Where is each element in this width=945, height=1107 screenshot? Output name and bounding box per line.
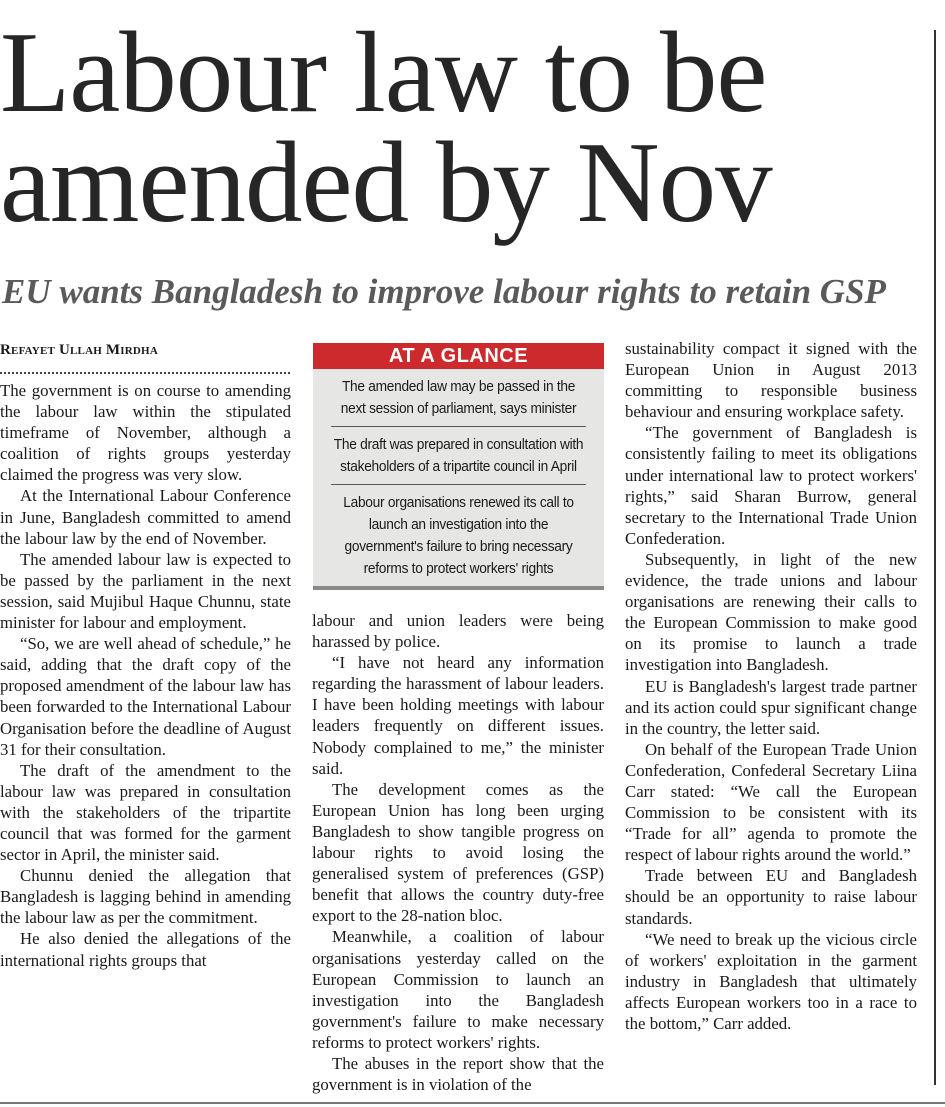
- glance-item: Labour organisations renewed its call to launch an investigation into the government's failure to bring necessary reforms to protect workers' rights: [331, 484, 586, 586]
- article-column-3: [625, 338, 917, 1034]
- subheadline: EU wants Bangladesh to improve labour rights to retain GSP: [2, 272, 886, 311]
- paragraph: Subsequently, in light of the new evidence, the trade unions and labour organisations are renewing their calls to the European Commission to make good on its promise to launch a trade investigation into Bangladesh.: [625, 549, 917, 675]
- paragraph: “We need to break up the vicious circle of workers' exploitation in the garment industry in Bangladesh that ultimately affects European workers too in a race to the bottom,” Carr added.: [625, 929, 917, 1033]
- byline-divider: [0, 372, 290, 374]
- paragraph: The government is on course to amending the labour law within the stipulated timeframe of November, although a coalition of rights groups yesterday claimed the progress was very slow.: [0, 381, 291, 485]
- paragraph: He also denied the allegations of the international rights groups that: [0, 929, 291, 970]
- article-column-1: [0, 380, 291, 971]
- paragraph: The abuses in the report show that the government is in violation of the: [312, 1053, 604, 1095]
- glance-item: The amended law may be passed in the next session of parliament, says minister: [340, 379, 577, 417]
- paragraph: The development comes as the European Union has long been urging Bangladesh to show tangible progress on labour rights to avoid losing the generalised system of preferences (GSP) benefit that allows the country duty-free export to the 28-nation bloc.: [312, 779, 604, 926]
- glance-item: The draft was prepared in consultation with stakeholders of a tripartite council in April: [331, 426, 586, 484]
- at-a-glance-title: AT A GLANCE: [313, 343, 604, 369]
- paragraph: The amended labour law is expected to be passed by the parliament in the next session, said Mujibul Haque Chunnu, state minister for labour and employment.: [0, 549, 291, 633]
- paragraph: Meanwhile, a coalition of labour organisations yesterday called on the European Commission to launch an investigation into the Bangladesh government's failure to make necessary reforms to protect workers' rights.: [312, 927, 604, 1052]
- paragraph: labour and union leaders were being harassed by police.: [312, 611, 604, 652]
- column-rule: [934, 30, 936, 1085]
- paragraph: The draft of the amendment to the labour law was prepared in consultation with the stakeholders of the tripartite council that was formed for the garment sector in April, the minister said.: [0, 760, 291, 865]
- page-bottom-rule: [0, 1102, 945, 1104]
- article-column-2: [312, 610, 604, 1095]
- paragraph: Chunnu denied the allegation that Bangladesh is lagging behind in amending the labour law as per the commitment.: [0, 866, 291, 928]
- headline: Labour law to be amended by Nov: [0, 9, 772, 246]
- paragraph: “The government of Bangladesh is consistently failing to meet its obligations under international law to protect workers' rights,” said Sharan Burrow, general secretary to the International Trade Union Confederation.: [625, 423, 917, 548]
- paragraph: “So, we are well ahead of schedule,” he said, adding that the draft copy of the proposed amendment of the labour law has been forwarded to the International Labour Organisation before the deadline of August 31 for their consultation.: [0, 634, 291, 759]
- paragraph: On behalf of the European Trade Union Confederation, Confederal Secretary Liina Carr stated: “We call the European Commission to be consistent with its “Trade for all” agenda to promote the respect of labour rights around the world.”: [625, 739, 917, 865]
- paragraph: sustainability compact it signed with the European Union in August 2013 committing to responsible business behaviour and ensuring workplace safety.: [625, 339, 917, 422]
- paragraph: At the International Labour Conference in June, Bangladesh committed to amend the labour law by the end of November.: [0, 486, 291, 548]
- at-a-glance-box: [313, 343, 604, 590]
- byline: Refayet Ullah Mirdha: [0, 342, 158, 358]
- paragraph: EU is Bangladesh's largest trade partner and its action could spur significant change in the country, the letter said.: [625, 676, 917, 738]
- paragraph: Trade between EU and Bangladesh should be an opportunity to raise labour standards.: [625, 866, 917, 928]
- paragraph: “I have not heard any information regarding the harassment of labour leaders. I have been holding meetings with labour leaders frequently on different issues. Nobody complained to me,” the minister said.: [312, 653, 604, 778]
